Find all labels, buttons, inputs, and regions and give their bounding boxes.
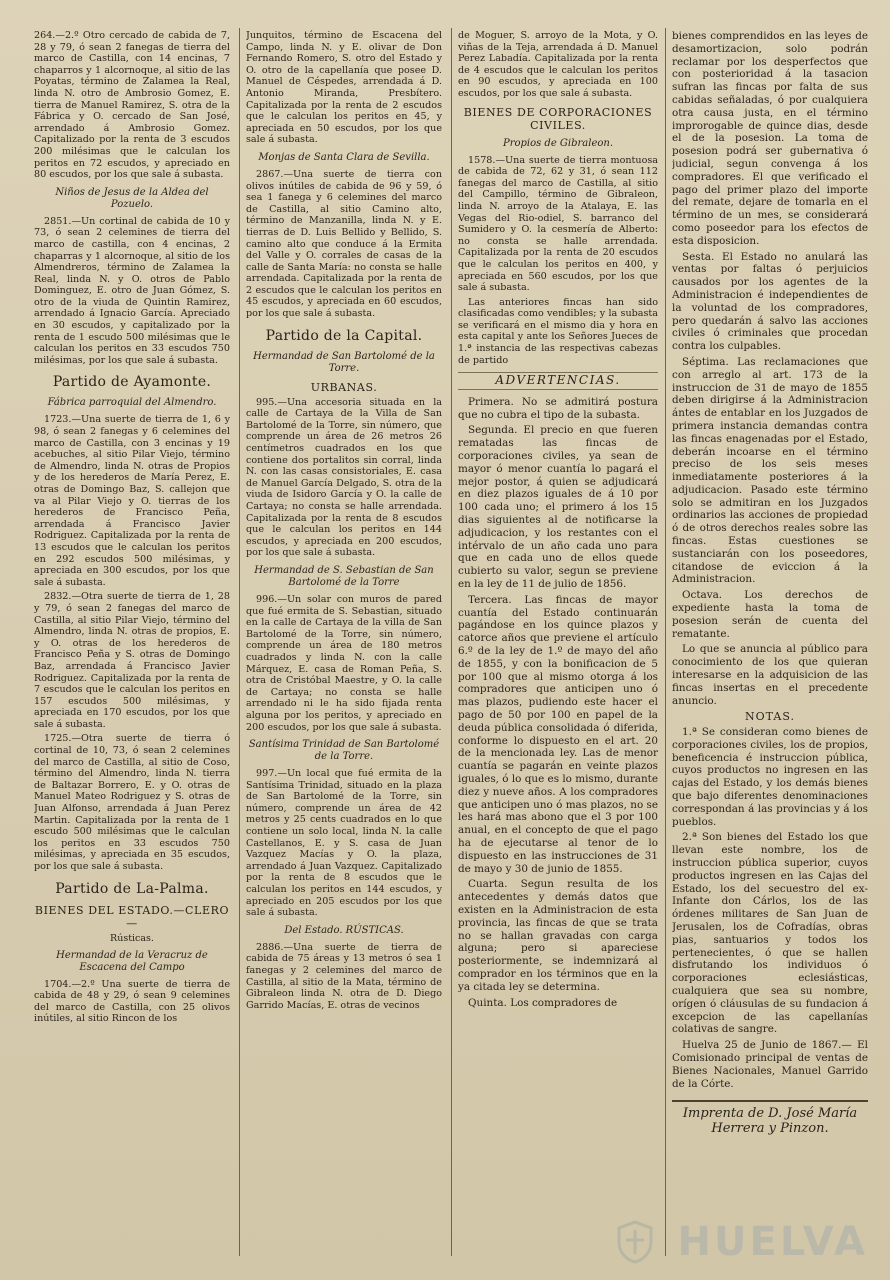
column-rule: [665, 28, 666, 1256]
lot-2867: 2867.—Una suerte de tierra con olivos inútiles de cabida de 96 y 59, ó sea 1 fanega y 6 celemines del marco de Castilla, al sitio Camino alto, término de Manzanilla, linda N. y E. tierras de D. Luis Bellido y Bellido, S. camino alto que conduce á la Ermita del Valle y O. corrales de casas de la calle de Santa María: no consta se halle arrendada. Capitalizada por la renta de 2 escudos que le calculan los peritos en 45 escudos, y apreciada en 60 escudos, por los que sale á subasta.: [246, 168, 442, 320]
section-partido-la-palma: Partido de La-Palma.: [55, 880, 209, 897]
huelva-watermark: HUELVA: [677, 1219, 868, 1265]
subheading-s-sebastian: Hermandad de S. Sebastian de San Bartolomé de la Torre: [254, 564, 434, 588]
subheading-san-bartolome: Hermandad de San Bartolomé de la Torre.: [253, 350, 435, 374]
heading-corporaciones-civiles: BIENES DE CORPORACIONES CIVILES.: [463, 105, 653, 132]
lot-2886-continued: de Moguer, S. arroyo de la Mota, y O. viñas de la Teja, arrendada á D. Manuel Perez Labadía. Capitalizada por la renta de 4 escudos que le calculan los peritos en 90 escudos, y apreciada en 100 escudos, por los que sale á subasta.: [458, 30, 658, 99]
column-1: [34, 30, 230, 1262]
lot-2851: 2851.—Un cortinal de cabida de 10 y 73, ó sean 2 celemines de tierra del marco de castilla, con 4 encinas, 2 chaparras y 1 alcornoque, al sitio de los Almendreros, término de Zalamea la Real, linda N. y O. otros de Pablo Dominguez, E. otro de Juan Gómez, S. otro de la viuda de Quintin Ramirez, arrendado á Ignacio García. Apreciado en 30 escudos, y capitalizado por la renta de 1 escudo 500 milésimas que le calculan los peritos en 33 escudos 750 milésimas, por los que sale á subasta.: [34, 215, 230, 366]
lot-1725: 1725.—Otra suerte de tierra ó cortinal de 10, 73, ó sean 2 celemines del marco de Castilla, al sitio de Coso, término del Almendro, linda N. tierra de Baltazar Borrero, E. y O. otras de Manuel Mateo Rodriguez y S. otras de Juan Alfonso, arrendada á Juan Perez Martin. Capitalizada por la renta de 1 escudo 500 milésimas que le calculan los peritos en 33 escudos 750 milésimas, y apreciada en 35 escudos, por los que sale á subasta.: [34, 733, 230, 872]
lot-2886: 2886.—Una suerte de tierra de cabida de 75 áreas y 13 metros ó sea 1 fanegas y 2 celemines del marco de Castilla, al sitio de la Mata, término de Gibraleon linda N. otra de D. Diego Garrido Macías, E. otras de vecinos: [246, 941, 442, 1011]
subheading-ninos-jesus: Niños de Jesus de la Aldea del Pozuelo.: [55, 186, 209, 210]
advertencia-tercera: Tercera. Las fincas de mayor cuantía del Estado continuarán pagándose en los quince plazos y catorce años que previene el artículo 6.º de la ley de 1.º de mayo del año de 1855, y con la bonificacion de 5 por 100 que al mismo otorga á los compradores que anticipen uno ó mas plazos, pudiendo este hacer el pago de 50 por 100 en papel de la deuda pública consolidada ó diferida, conforme lo dispuesto en el art. 20 de la mencionada ley. Las de menor cuantía se pagarán en veinte plazos iguales, ó lo que es lo mismo, durante diez y nueve años. A los compradores que anticipen uno ó mas plazos, no se les hará mas abono que el 3 por 100 anual, en el concepto de que el pago ha de ejecutarse al tenor de lo dispuesto en las instrucciones de 31 de mayo y 30 de junio de 1855.: [458, 593, 658, 875]
anuncio-note: Lo que se anuncia al público para conocimiento de los que quieran interesarse en la adquisicion de las fincas insertas en el precedente anuncio.: [672, 643, 868, 707]
subheading-santisima-trinidad: Santísima Trinidad de San Bartolomé de la Torre.: [248, 739, 440, 763]
section-partido-ayamonte: Partido de Ayamonte.: [52, 374, 212, 391]
lot-996: 996.—Un solar con muros de pared que fué ermita de S. Sebastian, situado en la calle de Cartaya de la villa de San Bartolomé de la Torre, sin número, comprende un área de 180 metros cuadrados y linda N. con la calle Márquez, E. casa de Roman Peña, S. otra de Cristóbal Maestre, y O. la calle de Cartaya; no consta se halle arrendado ni le ha sido fijada renta alguna por los peritos, y apreciado en 200 escudos, por los que sale á subasta.: [246, 593, 442, 733]
subheading-santa-clara: Monjas de Santa Clara de Sevilla.: [258, 151, 430, 163]
signature-date: Huelva 25 de Junio de 1867.— El Comisionado principal de ventas de Bienes Nacionales, Manuel Garrido de la Córte.: [672, 1039, 868, 1090]
advertencias-body: [458, 396, 658, 1009]
advertencia-primera: Primera. No se admitirá postura que no cubra el tipo de la subasta.: [458, 395, 658, 421]
nota-2: 2.ª Son bienes del Estado los que llevan este nombre, los de instruccion pública superior, cuyos productos ingresen en las Cajas del Estado, los del secuestro del ex-Infante don Cárlos, los de las órdenes militares de San Juan de Jerusalen, los de Cofradías, obras pias, santuarios y todos los pertenecientes, ó que se hallen disfrutando los individuos ó corporaciones eclesiásticas, cualquiera que sea su nombre, orígen ó cláusulas de su fundacion á excepcion de las capellanías colativas de sangre.: [672, 831, 868, 1036]
section-partido-capital: Partido de la Capital.: [265, 327, 423, 344]
heading-rusticas: Rústicas.: [110, 932, 154, 944]
lot-995: 995.—Una accesoria situada en la calle de Cartaya de la Villa de San Bartolomé de la Torre, sin número, que comprende un área de 26 metros 26 centímetros cuadrados en los que contiene dos portalitos sin corral, linda N. con las casas consistoriales, E. casa de Manuel García Delgado, S. otra de la viuda de Isidoro García y O. la calle de Cartaya; no consta se halle arrendada. Capitalizada por la renta de 8 escudos que le calculan los peritos en 144 escudos, y apreciada en 200 escudos, por los que sale á subasta.: [246, 396, 442, 559]
advertencia-segunda: Segunda. El precio en que fueren rematadas las fincas de corporaciones civiles, ya sean de mayor ó menor cuantía lo pagará el mejor postor, á quien se adjudicará en diez plazos iguales de á 10 por 100 cada uno; el primero á los 15 dias siguientes al de notificarse la adjudicacion, y los restantes con el intérvalo de un año cada uno para que en cada uno de ellos quede cubierto su valor, segun se previene en la ley de 11 de julio de 1856.: [458, 424, 658, 590]
lot-1704-continued: Junquitos, término de Escacena del Campo, linda N. y E. olivar de Don Fernando Romero, S. otro del Estado y O. otro de la capellanía que posee D. Manuel de Céspedes, arrendada á D. Antonio Miranda, Presbítero. Capitalizada por la renta de 2 escudos que le calculan los peritos en 45, y apreciada en 50 escudos, por los que sale á subasta.: [246, 30, 442, 146]
heading-notas: NOTAS.: [745, 710, 795, 724]
advertencia-septima: Séptima. Las reclamaciones que con arreglo al art. 173 de la instruccion de 31 de mayo de 1855 deben dirigirse á la Administracion ántes de entablar en los Juzgados de primera instancia demandas contra las fincas enagenadas por el Estado, deberán incoarse en el término preciso de los seis meses inmediatamente posteriores á la adjudicacion. Pasado este término solo se admitiran en los Juzgados ordinarios las acciones de propiedad ó de otros derechos reales sobre las fincas. Estas cuestiones se sustanciarán con los poseedores, citandose de eviccion á la Administracion.: [672, 355, 868, 586]
advertencia-octava: Octava. Los derechos de expediente hasta la toma de posesion serán de cuenta del rematante.: [672, 589, 868, 640]
subasta-note: Las anteriores fincas han sido clasificadas como vendibles; y la subasta se verificará en el mismo dia y hora en esta capital y ante los Señores Jueces de 1.ª instancia de las respectivas cabezas de partido: [458, 296, 658, 366]
advertencia-quinta-continued: bienes comprendidos en las leyes de desamortizacion, solo podrán reclamar por los desperfectos que con posterioridad á la tasacion sufran las fincas por falta de sus cabidas señaladas, ó por cualquiera otra causa justa, en el término improrogable de quince dias, desde el de la posesion. La toma de posesion podrá ser gubernativa ó judicial, segun convenga á los compradores. El que verificado el pago del primer plazo del importe del remate, dejare de tomarla en el término de un mes, se considerará como poseedor para los efectos de esta disposicion.: [672, 30, 868, 247]
subheading-del-estado-rusticas: Del Estado. RÚSTICAS.: [284, 924, 404, 936]
lot-997: 997.—Un local que fué ermita de la Santísima Trinidad, situado en la plaza de San Bartolomé de la Torre, sin número, comprende un área de 42 metros y 25 cents cuadrados en lo que contiene un solo local, linda N. la calle Castellanos, E. y S. casa de Juan Vazquez Macías y O. la plaza, arrendado á Juan Vazquez. Capitalizado por la renta de 8 escudos que le calculan los peritos en 144 escudos, y apreciado en 205 escudos por los que sale á subasta.: [246, 768, 442, 919]
advertencia-sesta: Sesta. El Estado no anulará las ventas por faltas ó perjuicios causados por los agentes de la Administracion é independientes de la voluntad de los compradores, pero quedarán á salvo las acciones civiles ó criminales que procedan contra los culpables.: [672, 250, 868, 353]
column-2: [246, 30, 442, 1262]
imprenta-footer: Imprenta de D. José María Herrera y Pinzon.: [672, 1100, 868, 1136]
lot-1723: 1723.—Una suerte de tierra de 1, 6 y 98, ó sean 2 fanegas y 6 celemines del marco de Castilla, con 3 encinas y 19 acebuches, al sitio Pilar Viejo, término de Almendro, linda N. otras de Propios y de los herederos de María Perez, E. otras de Domingo Baz, S. callejon que va al Pilar Viejo y O. tierras de los herederos de Francisco Peña, arrendada á Francisco Javier Rodriguez. Capitalizada por la renta de 13 escudos que le calculan los peritos en 292 escudos 500 milésimas, y apreciada en 300 escudos, por los que sale á subasta.: [34, 414, 230, 588]
subheading-propios-gibraleon: Propios de Gibraleon.: [502, 137, 614, 149]
column-4: [672, 30, 868, 1262]
advertencia-quinta: Quinta. Los compradores de: [468, 996, 618, 1009]
column-rule: [451, 28, 452, 1256]
lot-1704: 1704.—2.º Una suerte de tierra de cabida de 48 y 29, ó sean 9 celemines del marco de Castilla, con 25 olivos inútiles, al sitio Rincon de los: [34, 978, 230, 1025]
advertencia-cuarta: Cuarta. Segun resulta de los antecedentes y demás datos que existen en la Administracion de esta provincia, las fincas de que se trata no se hallan gravadas con carga alguna; pero si apareciese posteriormente, se indemnizará al comprador en los términos que en la ya citada ley se determina.: [458, 878, 658, 993]
heading-advertencias: ADVERTENCIAS.: [458, 372, 658, 390]
heading-urbanas: URBANAS.: [310, 380, 378, 394]
nota-1: 1.ª Se consideran como bienes de corporaciones civiles, los de propios, beneficencia é instruccion pública, cuyos productos no ingresen en las cajas del Estado, y los demás bienes que bajo diferentes denominaciones correspondan á las provincias y á los pueblos.: [672, 726, 868, 828]
subheading-fabrica-almendro: Fábrica parroquial del Almendro.: [47, 397, 217, 409]
lot-1578: 1578.—Una suerte de tierra montuosa de cabida de 72, 62 y 31, ó sean 112 fanegas del marco de Castilla, al sitio del Campillo, término de Gibraleon, linda N. arroyo de la Atalaya, E. las Vegas del Rio-odiel, S. barranco del Sumidero y O. la cesmería de Alberto: no consta se halle arrendada. Capitalizada por la renta de 20 escudos que le calculan los peritos en 400, y apreciada en 560 escudos, por los que sale á subasta.: [458, 154, 658, 294]
heading-bienes-estado: BIENES DEL ESTADO.—CLERO —: [34, 903, 230, 930]
subheading-veracruz-escacena: Hermandad de la Veracruz de Escacena del Campo: [56, 949, 208, 973]
column-rule: [239, 28, 240, 1256]
lot-2832: 2832.—Otra suerte de tierra de 1, 28 y 79, ó sean 2 fanegas del marco de Castilla, al sitio Pilar Viejo, término del Almendro, linda N. otras de propios, E. y O. otras de los herederos de Francisco Peña y S. otras de Domingo Baz, arrendada á Francisco Javier Rodriguez. Capitalizada por la renta de 7 escudos que le calculan los peritos en 157 escudos 500 milésimas, y apreciada en 170 escudos, por los que sale á subasta.: [34, 591, 230, 730]
lot-264: 264.—2.º Otro cercado de cabida de 7, 28 y 79, ó sean 2 fanegas de tierra del marco de Castilla, con 14 encinas, 7 chaparros y 1 alcornoque, al sitio de las Poyatas, término de Zalamea la Real, linda N. otro de Ambrosio Gomez, E. tierra de Manuel Ramirez, S. otra de la Fábrica y O. cercado de San José, arrendado á Ambrosio Gomez. Capitalizado por la renta de 3 escudos 200 milésimas que le calculan los peritos en 72 escudos, y apreciado en 80 escudos, por los que sale á subasta.: [34, 30, 230, 181]
column-3: [458, 30, 658, 1262]
advertencias-continued: [672, 30, 868, 1090]
